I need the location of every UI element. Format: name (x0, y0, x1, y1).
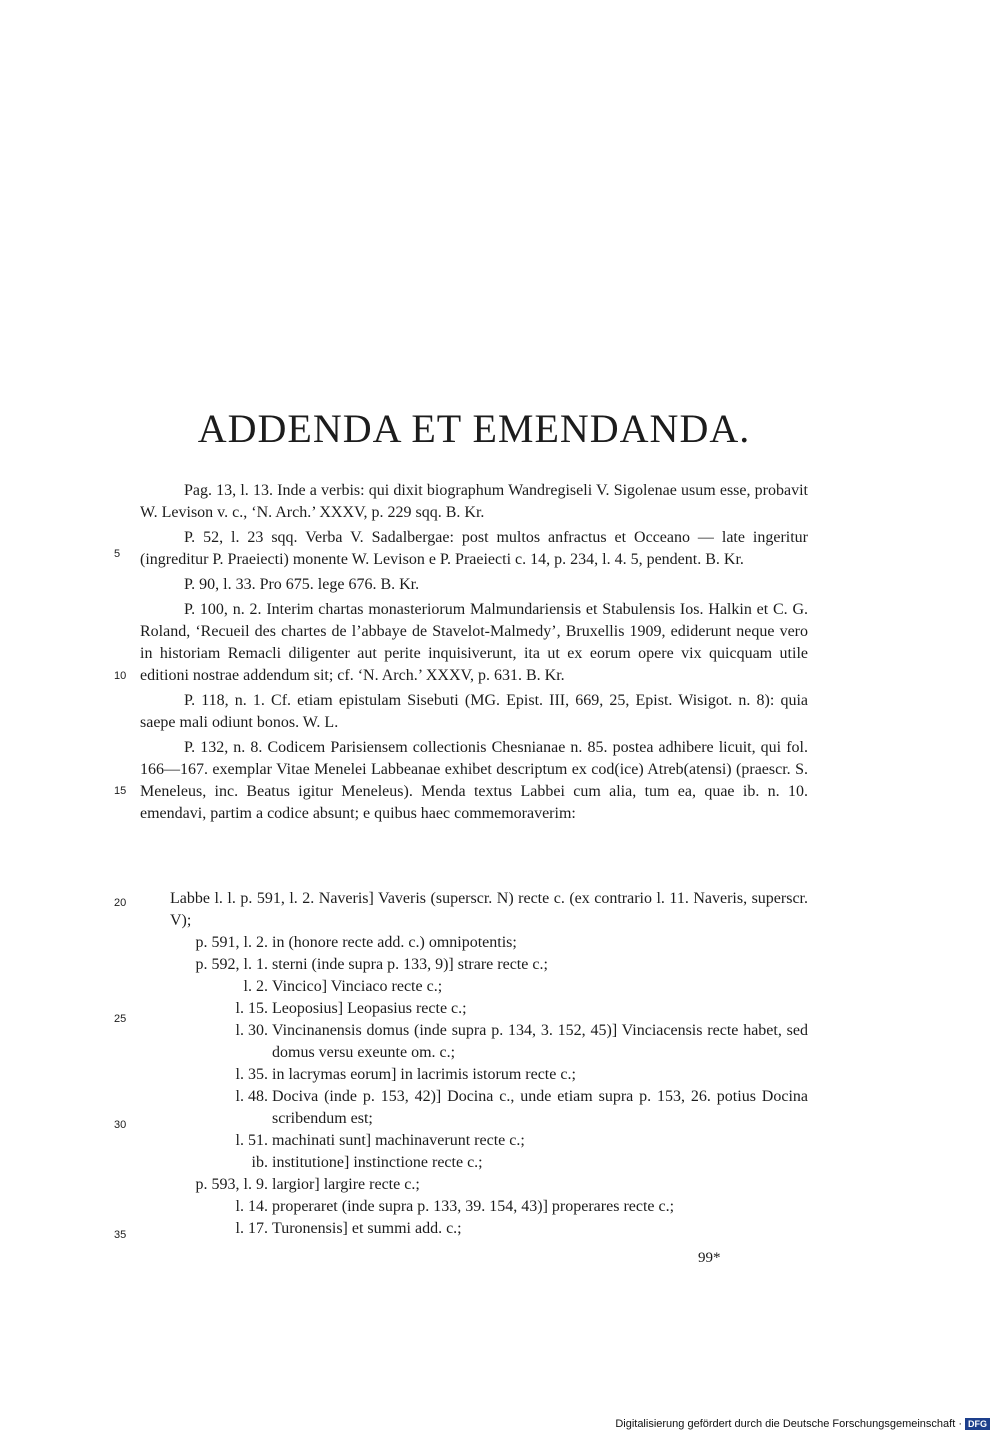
entry-text: Turonensis] et summi add. c.; (272, 1220, 462, 1237)
list-item (140, 1174, 808, 1196)
list-item (140, 1086, 808, 1130)
page-title: ADDENDA ET EMENDANDA. (197, 406, 751, 451)
footer-credit (615, 1418, 990, 1430)
entry-ref: ib. (251, 1154, 268, 1171)
line-number-20: 20 (114, 897, 127, 909)
line-number-35: 35 (114, 1229, 127, 1241)
entry-text: sterni (inde supra p. 133, 9)] strare recte c.; (272, 956, 548, 973)
entry-ref: p. 592, l. 1. (195, 956, 268, 973)
entry-ref: l. 35. (235, 1066, 268, 1083)
paragraph-p-100: P. 100, n. 2. Interim chartas monasteriorum Malmundariensis et Stabulensis Ios. Halkin et C. G. Roland, ‘Recueil des chartes de l’abbaye de Stavelot-Malmedy’, Bruxellis 1909, ediderunt neque vero in historiam Remacli diligenter aut perite inquisiverunt, ita ut ex eorum opere vix quicquam utile editioni nostrae addendum sit; cf. ‘N. Arch.’ XXXV, p. 631. B. Kr. (140, 601, 808, 684)
entry-text: Labbe l. l. p. 591, l. 2. Naveris] Vaveris (superscr. N) recte c. (ex contrario l. 11. Naveris, superscr. V); (170, 890, 808, 929)
addenda-text (140, 480, 808, 828)
entry-text: Leoposius] Leopasius recte c.; (272, 1000, 467, 1017)
list-item (140, 932, 808, 954)
line-number-15: 15 (114, 785, 127, 797)
line-number-10: 10 (114, 670, 127, 682)
entry-ref: l. 17. (235, 1220, 268, 1237)
entry-ref: p. 591, l. 2. (195, 934, 268, 951)
entry-text: in (honore recte add. c.) omnipotentis; (272, 934, 517, 951)
list-item (140, 1152, 808, 1174)
line-number-30: 30 (114, 1119, 127, 1131)
list-item (140, 1196, 808, 1218)
entry-text: institutione] instinctione recte c.; (272, 1154, 483, 1171)
paragraph-p-132: P. 132, n. 8. Codicem Parisiensem collectionis Chesnianae n. 85. postea adhibere licuit, qui fol. 166—167. exemplar Vitae Menelei Labbeanae exhibet descriptum ex cod(ice) Atreb(atensi) (praescr. S. Meneleus, inc. Beatus igitur Meneleus). Menda textus Labbei cum alia, tum ea, quae ib. n. 10. emendavi, partim a codice absunt; e quibus haec commemoraverim: (140, 739, 808, 822)
footer-text: Digitalisierung gefördert durch die Deutsche Forschungsgemeinschaft · (615, 1418, 962, 1430)
entry-text: in lacrymas eorum] in lacrimis istorum recte c.; (272, 1066, 576, 1083)
page-number: 99* (698, 1250, 721, 1266)
line-number-25: 25 (114, 1013, 127, 1025)
paragraph-pag-13: Pag. 13, l. 13. Inde a verbis: qui dixit biographum Wandregiseli V. Sigolenae usum esse, probavit W. Levison v. c., ‘N. Arch.’ XXXV, p. 229 sqq. B. Kr. (140, 482, 808, 521)
entry-text: properaret (inde supra p. 133, 39. 154, 43)] properares recte c.; (272, 1198, 675, 1215)
entry-text: Vincico] Vinciaco recte c.; (272, 978, 443, 995)
list-item (140, 998, 808, 1020)
entry-text: largior] largire recte c.; (272, 1176, 420, 1193)
list-item (140, 1020, 808, 1064)
entry-text: machinati sunt] machinaverunt recte c.; (272, 1132, 525, 1149)
paragraph-p-118: P. 118, n. 1. Cf. etiam epistulam Sisebuti (MG. Epist. III, 669, 25, Epist. Wisigot. n. 8): quia saepe mali odiunt bonos. W. L. (140, 692, 808, 731)
entry-text: Vincinanensis domus (inde supra p. 134, 3. 152, 45)] Vinciacensis recte habet, sed domus versu exeunte om. c.; (272, 1022, 808, 1061)
list-item (140, 976, 808, 998)
entry-ref: l. 15. (235, 1000, 268, 1017)
dfg-logo-icon: DFG (965, 1418, 990, 1430)
entry-ref: l. 14. (235, 1198, 268, 1215)
entry-ref: l. 2. (243, 978, 268, 995)
emendation-list (140, 888, 808, 1240)
line-number-5: 5 (114, 548, 121, 560)
entry-ref: p. 593, l. 9. (195, 1176, 268, 1193)
entry-ref: l. 51. (235, 1132, 268, 1149)
paragraph-p-90: P. 90, l. 33. Pro 675. lege 676. B. Kr. (184, 576, 420, 593)
list-item (140, 1218, 808, 1240)
list-item (140, 888, 808, 932)
list-item (140, 954, 808, 976)
entry-ref: l. 48. (235, 1088, 268, 1105)
list-item (140, 1130, 808, 1152)
entry-ref: l. 30. (235, 1022, 268, 1039)
list-item (140, 1064, 808, 1086)
paragraph-p-52: P. 52, l. 23 sqq. Verba V. Sadalbergae: post multos anfractus et Occeano — late ingeritur (ingreditur P. Praeiecti) monente W. Levison e P. Praeiecti c. 14, p. 234, l. 4. 5, pendent. B. Kr. (140, 529, 808, 568)
entry-text: Dociva (inde p. 153, 42)] Docina c., unde etiam supra p. 153, 26. potius Docina scribendum est; (272, 1088, 808, 1127)
